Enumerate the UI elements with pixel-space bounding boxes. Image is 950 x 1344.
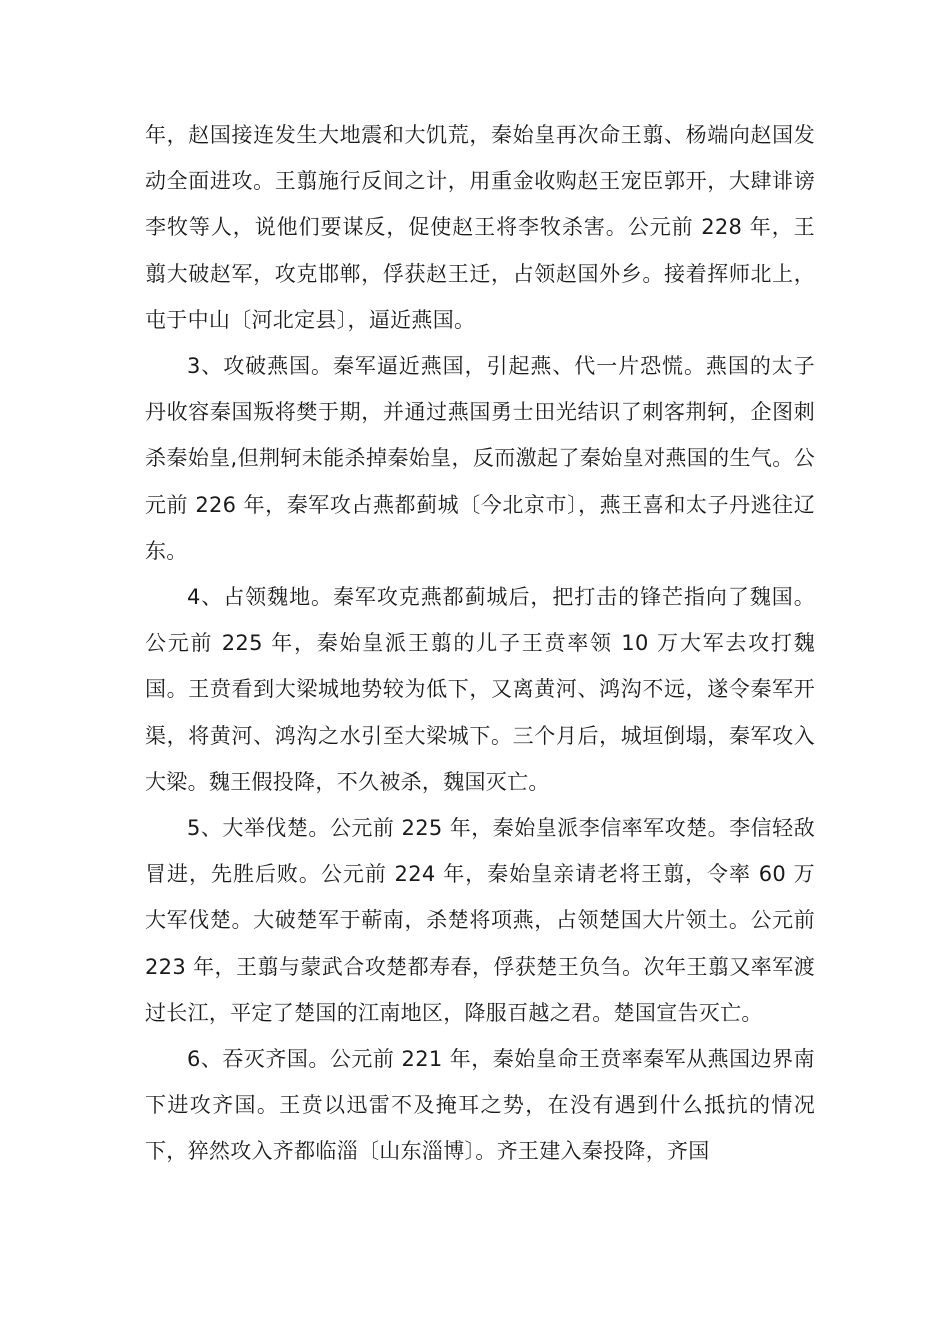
paragraph-1: 年，赵国接连发生大地震和大饥荒，秦始皇再次命王翦、杨端向赵国发动全面进攻。王翦施行反间之计，用重金收购赵王宠臣郭开，大肆诽谤李牧等人，说他们要谋反，促使赵王将李牧杀害。公元前 228 年，王翦大破赵军，攻克邯郸，俘获赵王迁，占领赵国外乡。接着挥师北上，屯于中山〔河北定县〕，逼近燕国。 — [145, 123, 815, 332]
paragraph-4: 5、大举伐楚。公元前 225 年，秦始皇派李信率军攻楚。李信轻敌冒进，先胜后败。公元前 224 年，秦始皇亲请老将王翦，令率 60 万大军伐楚。大破楚军于蕲南，杀楚将项燕，占领楚国大片领土。公元前 223 年，王翦与蒙武合攻楚都寿春，俘获楚王负刍。次年王翦又率军渡过长江，平定了楚国的江南地区，降服百越之君。楚国宣告灭亡。 — [145, 816, 815, 1025]
paragraph-2: 3、攻破燕国。秦军逼近燕国，引起燕、代一片恐慌。燕国的太子丹收容秦国叛将樊于期，并通过燕国勇士田光结识了刺客荆轲，企图刺杀秦始皇,但荆轲未能杀掉秦始皇，反而激起了秦始皇对燕国的生气。公元前 226 年，秦军攻占燕都蓟城〔今北京市〕，燕王喜和太子丹逃往辽东。 — [145, 354, 815, 563]
paragraph-5: 6、吞灭齐国。公元前 221 年，秦始皇命王贲率秦军从燕国边界南下进攻齐国。王贲以迅雷不及掩耳之势，在没有遇到什么抵抗的情况下，猝然攻入齐都临淄〔山东淄博〕。齐王建入秦投降，齐国 — [145, 1047, 815, 1164]
paragraph-3: 4、占领魏地。秦军攻克燕都蓟城后，把打击的锋芒指向了魏国。公元前 225 年，秦始皇派王翦的儿子王贲率领 10 万大军去攻打魏国。王贲看到大梁城地势较为低下，又离黄河、鸿沟不远，遂令秦军开渠，将黄河、鸿沟之水引至大梁城下。三个月后，城垣倒塌，秦军攻入大梁。魏王假投降，不久被杀，魏国灭亡。 — [145, 585, 815, 794]
document-body — [145, 112, 815, 1175]
